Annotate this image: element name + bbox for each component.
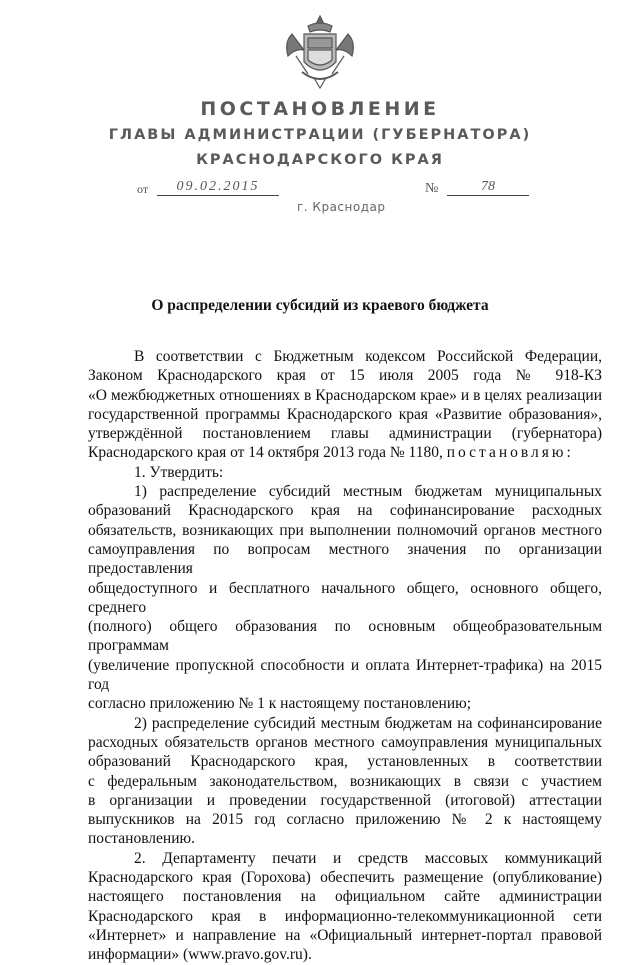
preamble-last-line [88,443,602,462]
preamble-last-text: Краснодарского края от 14 октября 2013 года № 1180, [88,444,443,462]
item-1-2-line: образований Краснодарского края, установленных в соответствии [88,753,602,771]
document-type-heading: ПОСТАНОВЛЕНИЕ [200,98,440,120]
item-1-1-line: обязательств, возникающих при выполнении полномочий органов местного [88,521,602,539]
preamble-line: государственной программы Краснодарского края «Развитие образования», [88,405,602,423]
issuer-heading: ГЛАВЫ АДМИНИСТРАЦИИ (ГУБЕРНАТОРА) [108,127,532,143]
item-2-line: 2. Департаменту печати и средств массовых коммуникаций [134,849,602,867]
document-date: 09.02.2015 [157,179,279,196]
item-1-heading: 1. Утвердить: [134,463,224,481]
preamble-line: Законом Краснодарского края от 15 июля 2005 года № 918-КЗ [88,367,602,385]
number-prefix: № [425,181,439,196]
item-1-2-line: выпускников на 2015 год согласно приложению № 2 к настоящему [88,811,602,829]
city-label: г. Краснодар [297,200,386,214]
item-1-1-line: (увеличение пропускной способности и оплата Интернет-трафика) на 2015 год [88,656,602,694]
document-body [88,347,602,965]
date-prefix: от [137,182,149,196]
item-1-1-line: (полного) общего образования по основным общеобразовательным программам [88,618,602,655]
preamble-line: утверждённой постановлением главы администрации (губернатора) [88,425,602,443]
preamble-line: В соответствии с Бюджетным кодексом Российской Федерации, [134,348,602,365]
item-1-1-line: самоуправления по вопросам местного значения по организации предоставления [88,540,602,578]
item-2-last-line: информации» (www.pravo.gov.ru). [88,946,312,964]
item-1-2-last-line: постановлению. [88,830,195,848]
item-1-1-line: образований Краснодарского края на софинансирование расходных [88,502,602,520]
item-1-1-line: общедоступного и бесплатного начального общего, основного общего, среднего [88,579,602,616]
region-heading: КРАСНОДАРСКОГО КРАЯ [196,152,444,168]
item-1-2-line: в организации и проведении государственной (итоговой) аттестации [88,791,602,809]
coat-of-arms-emblem [278,12,362,92]
document-number: 78 [447,179,529,196]
item-2-line: Краснодарского края (Горохова) обеспечить размещение (опубликование) [88,869,602,887]
preamble-line: «О межбюджетных отношениях в Краснодарском крае» и в целях реализации [88,386,602,404]
item-2-line: «Интернет» и направление на «Официальный интернет-портал правовой [88,926,602,944]
item-1-1-line: 1) распределение субсидий местным бюджетам муниципальных [134,483,602,501]
item-2-line: Краснодарского края в информационно-телекоммуникационной сети [88,907,602,925]
document-title: О распределении субсидий из краевого бюджета [151,297,489,314]
item-1-2-line: с федеральным законодательством, возникающих в связи с участием [88,772,602,790]
item-2-line: настоящего постановления на официальном сайте администрации [88,888,602,906]
item-1-2-line: 2) распределение субсидий местным бюджетам на софинансирование [134,714,602,732]
resolve-word: постановляю: [446,444,574,462]
item-1-2-line: расходных обязательств органов местного самоуправления муниципальных [88,733,602,751]
item-1-1-last-line: согласно приложению № 1 к настоящему постановлению; [88,695,472,713]
